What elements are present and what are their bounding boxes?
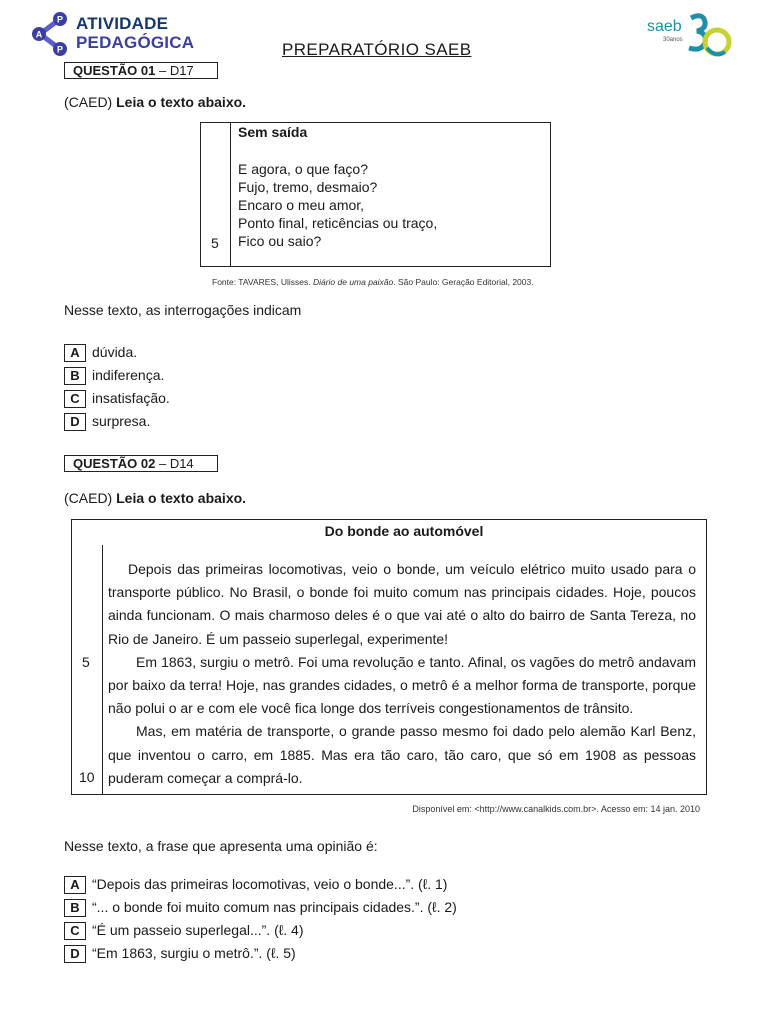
instruction-text: Leia o texto abaixo. bbox=[116, 94, 247, 110]
option-text: indiferença. bbox=[92, 367, 165, 383]
question-2-header bbox=[64, 455, 218, 472]
option-a[interactable] bbox=[64, 344, 137, 362]
reading-text-box bbox=[71, 519, 707, 795]
logo-line2: PEDAGÓGICA bbox=[76, 33, 195, 52]
question-2-code: – D14 bbox=[155, 456, 194, 471]
question-2-instruction bbox=[64, 490, 246, 506]
poem-line: E agora, o que faço? bbox=[238, 161, 368, 177]
poem-line: Fico ou saio? bbox=[238, 233, 322, 249]
poem-line: Ponto final, reticências ou traço, bbox=[238, 215, 438, 231]
question-1-header bbox=[64, 62, 218, 79]
poem-citation bbox=[212, 277, 534, 287]
instruction-text: Leia o texto abaixo. bbox=[116, 490, 247, 506]
poem-line: Encaro o meu amor, bbox=[238, 197, 365, 213]
citation-author: Fonte: TAVARES, Ulisses. bbox=[212, 277, 313, 287]
option-letter: D bbox=[64, 413, 86, 431]
option-d[interactable] bbox=[64, 945, 296, 963]
question-2-label: QUESTÃO 02 bbox=[73, 456, 156, 471]
citation-publisher: . São Paulo: Geração Editorial, 2003. bbox=[393, 277, 534, 287]
poem-line: Fujo, tremo, desmaio? bbox=[238, 179, 378, 195]
question-1-label: QUESTÃO 01 bbox=[73, 63, 156, 78]
poem-box bbox=[200, 122, 551, 267]
option-letter: D bbox=[64, 945, 86, 963]
option-text: “Depois das primeiras locomotivas, veio o bonde...”. (ℓ. 1) bbox=[92, 876, 448, 892]
option-letter: A bbox=[64, 876, 86, 894]
option-a[interactable] bbox=[64, 876, 447, 894]
line-number-5: 5 bbox=[82, 654, 90, 670]
option-c[interactable] bbox=[64, 922, 304, 940]
source-prefix: (CAED) bbox=[64, 94, 113, 110]
option-text: “Em 1863, surgiu o metrô.”. (ℓ. 5) bbox=[92, 945, 296, 961]
line-number-10: 10 bbox=[79, 769, 95, 785]
poem-line-number: 5 bbox=[211, 235, 219, 251]
page-title: PREPARATÓRIO SAEB bbox=[282, 40, 472, 59]
question-2-stem: Nesse texto, a frase que apresenta uma opinião é: bbox=[64, 838, 378, 854]
network-logo-icon bbox=[30, 12, 72, 58]
saeb-logo-text: saeb bbox=[647, 18, 682, 35]
poem-gutter-divider bbox=[230, 123, 231, 266]
option-letter: C bbox=[64, 922, 86, 940]
question-1-instruction bbox=[64, 94, 246, 110]
logo-letter: P bbox=[56, 14, 64, 25]
saeb-30-icon bbox=[685, 12, 733, 60]
text-citation: Disponível em: <http://www.canalkids.com.br>. Acesso em: 14 jan. 2010 bbox=[412, 804, 700, 814]
saeb-logo bbox=[645, 12, 735, 62]
option-letter: B bbox=[64, 367, 86, 385]
paragraph: Depois das primeiras locomotivas, veio o bonde, um veículo elétrico muito usado para o transporte público. No Brasil, o bonde foi muito comum nas principais cidades. Hoje, poucos ainda funcionam. O mais charmoso deles é o que vai até o alto do bairro de Santa Tereza, no Rio de Janeiro. É um passeio superlegal, experimente! bbox=[108, 561, 696, 647]
paragraph: Em 1863, surgiu o metrô. Foi uma revolução e tanto. Afinal, os vagões do metrô andavam por baixo da terra! Hoje, nas grandes cidades, o metrô é a melhor forma de transporte, porque não polui o ar e com ele você fica longe dos terríveis congestionamentos de trânsito. bbox=[108, 653, 696, 717]
source-prefix: (CAED) bbox=[64, 490, 113, 506]
option-c[interactable] bbox=[64, 390, 170, 408]
text-title: Do bonde ao automóvel bbox=[324, 523, 484, 539]
logo-line1: ATIVIDADE bbox=[76, 14, 169, 33]
paragraph: Mas, em matéria de transporte, o grande passo mesmo foi dado pelo alemão Karl Benz, que inventou o carro, em 1885. Mas era tão caro, tão caro, que só em 1908 as pessoas puderam começar a comprá-lo. bbox=[108, 723, 696, 786]
option-b[interactable] bbox=[64, 899, 457, 917]
option-letter: A bbox=[64, 344, 86, 362]
option-letter: B bbox=[64, 899, 86, 917]
option-b[interactable] bbox=[64, 367, 164, 385]
option-text: “É um passeio superlegal...”. (ℓ. 4) bbox=[92, 922, 304, 938]
activity-logo bbox=[30, 12, 210, 58]
option-letter: C bbox=[64, 390, 86, 408]
option-d[interactable] bbox=[64, 413, 150, 431]
option-text: insatisfação. bbox=[92, 390, 170, 406]
option-text: surpresa. bbox=[92, 413, 151, 429]
option-text: “... o bonde foi muito comum nas principais cidades.”. (ℓ. 2) bbox=[92, 899, 457, 915]
citation-work: Diário de uma paixão bbox=[312, 277, 394, 287]
logo-letter: A bbox=[35, 29, 43, 40]
question-1-stem: Nesse texto, as interrogações indicam bbox=[64, 302, 302, 318]
option-text: dúvida. bbox=[92, 344, 138, 360]
text-gutter-divider bbox=[102, 545, 103, 794]
saeb-logo-sub: 30anos bbox=[663, 37, 683, 43]
poem-title: Sem saída bbox=[238, 124, 308, 140]
question-1-code: – D17 bbox=[155, 63, 194, 78]
title-divider bbox=[102, 545, 706, 546]
logo-letter: P bbox=[56, 44, 64, 55]
